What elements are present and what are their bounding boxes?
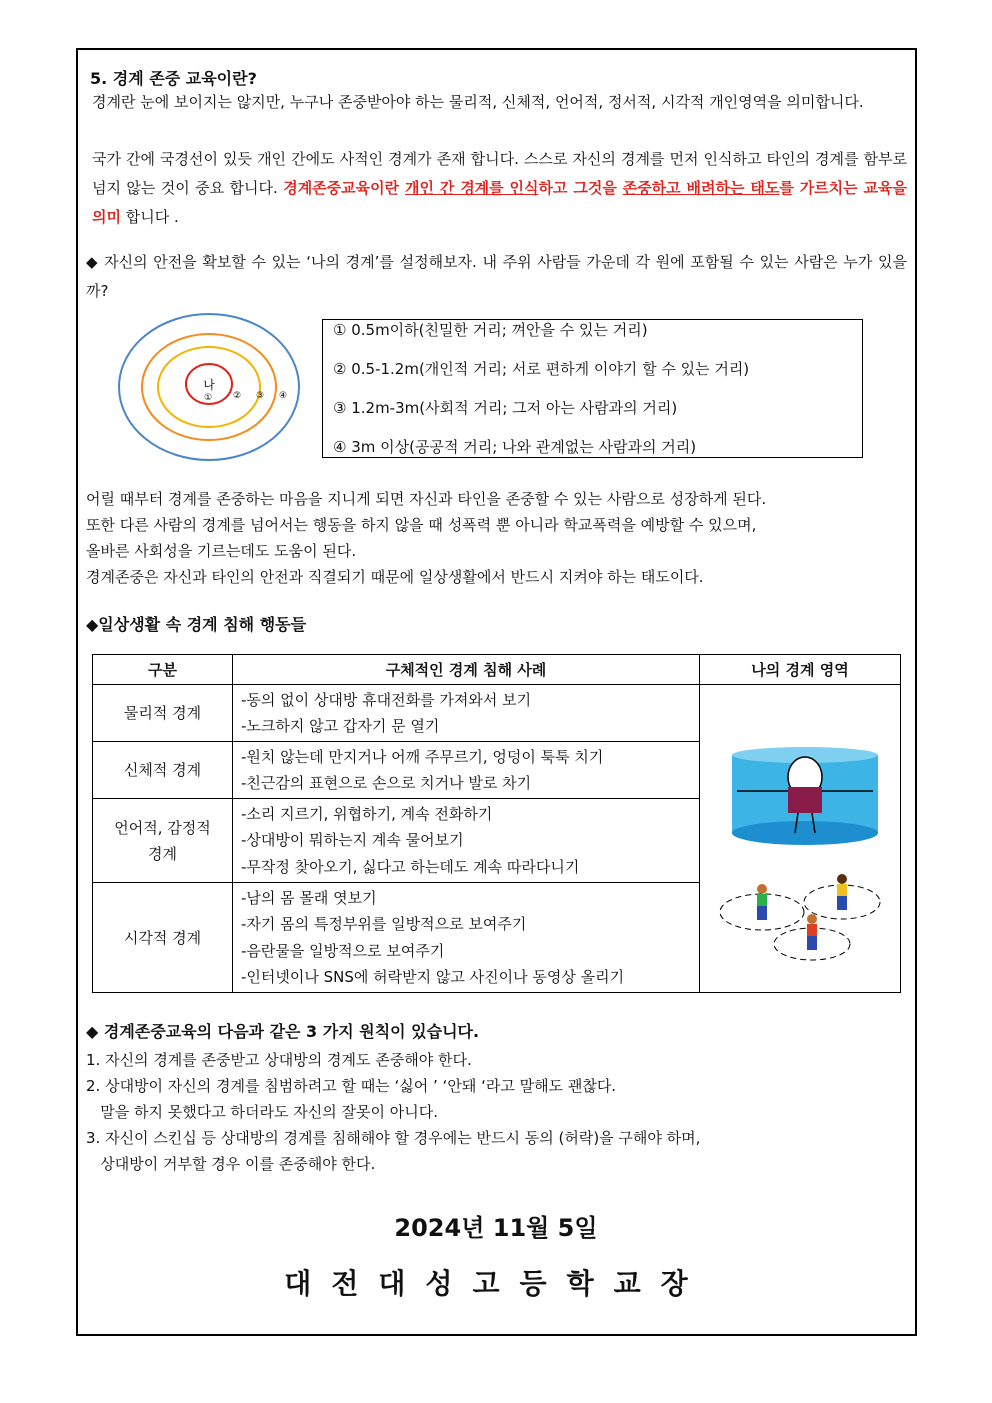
examples-cell — [233, 883, 700, 993]
table-header-row — [93, 655, 901, 685]
example-item: -동의 없이 상대방 휴대전화를 가져와서 보기 — [241, 690, 532, 709]
violations-table — [92, 654, 901, 993]
ring-label-2: ② — [232, 391, 242, 401]
header-my-area: 나의 경계 영역 — [700, 655, 901, 685]
section-title: 5. 경계 존중 교육이란? — [90, 69, 257, 88]
document-date: 2024년 11월 5일 — [394, 1214, 598, 1242]
paragraph-text: 국가 간에 국경선이 있듯 개인 간에도 사적인 경계가 존재 합니다. 스스로 자신의 경계를 먼저 인식하고 타인의 경계를 함부로 넘지 않는 것이 중요 합니다. — [92, 150, 907, 197]
growth-paragraph — [86, 486, 766, 590]
growth-line: 어릴 때부터 경계를 존중하는 마음을 지니게 되면 자신과 타인을 존중할 수 있는 사람으로 성장하게 된다. — [86, 490, 767, 508]
examples-cell — [233, 742, 700, 799]
my-boundary-illustration-cell — [700, 685, 901, 993]
three-people-illustration — [720, 874, 880, 960]
boundary-education-paragraph — [92, 145, 907, 232]
category-cell: 신체적 경계 — [93, 742, 233, 799]
legend-item: ④ 3m 이상(공공적 거리; 나와 관계없는 사람과의 거리) — [333, 438, 697, 456]
violations-title: ◆일상생활 속 경계 침해 행동들 — [86, 615, 307, 634]
ring-label-4: ④ — [278, 391, 288, 401]
boundary-circles-diagram — [115, 312, 305, 464]
category-cell: 시각적 경계 — [93, 883, 233, 993]
example-item: -무작정 찾아오기, 싫다고 하는데도 계속 따라다니기 — [241, 857, 580, 876]
boundary-intro: ◆ 자신의 안전을 확보할 수 있는 ‘나의 경계’를 설정해보자. 내 주위 사람들 가운데 각 원에 포함될 수 있는 사람은 누가 있을까? — [86, 253, 907, 300]
growth-line: 올바른 사회성을 기르는데도 도움이 된다. — [86, 542, 357, 560]
distance-legend — [322, 319, 863, 458]
highlight-text: 하고 그것을 — [538, 179, 623, 197]
center-label: 나 — [203, 378, 215, 392]
example-item: -소리 지르기, 위협하기, 계속 전화하기 — [241, 804, 493, 823]
highlight-underlined-text: 존중하고 배려하는 태도 — [622, 179, 780, 197]
growth-line: 경계존중은 자신과 타인의 안전과 직결되기 때문에 일상생활에서 반드시 지켜야 하는 태도이다. — [86, 568, 704, 586]
legend-item: ② 0.5-1.2m(개인적 거리; 서로 편하게 이야기 할 수 있는 거리) — [333, 360, 750, 378]
example-item: -친근감의 표현으로 손으로 치거나 발로 차기 — [241, 774, 532, 792]
growth-line: 또한 다른 사람의 경계를 넘어서는 행동을 하지 않을 때 성폭력 뿐 아니라 학교폭력을 예방할 수 있으며, — [86, 516, 757, 534]
example-item: -원치 않는데 만지거나 어깨 주무르기, 엉덩이 툭툭 치기 — [241, 747, 604, 766]
category-cell — [93, 799, 233, 883]
ring-label-3: ③ — [255, 391, 265, 401]
highlight-underlined-text: 개인 간 경계를 인식 — [405, 179, 539, 197]
example-item: -인터넷이나 SNS에 허락받지 않고 사진이나 동영상 올리기 — [241, 968, 625, 986]
example-item: -음란물을 일방적으로 보여주기 — [241, 941, 445, 960]
principle-line: 3. 자신이 스킨십 등 상대방의 경계를 침해해야 할 경우에는 반드시 동의 (허락)을 구해야 하며, — [86, 1129, 701, 1147]
definition-paragraph: 경계란 눈에 보이지는 않지만, 누구나 존중받아야 하는 물리적, 신체적, 언어적, 정서적, 시각적 개인영역을 의미합니다. — [92, 93, 864, 111]
principles-title: ◆ 경계존중교육의 다음과 같은 3 가지 원칙이 있습니다. — [86, 1022, 480, 1041]
principle-line: 1. 자신의 경계를 존중받고 상대방의 경계도 존중해야 한다. — [86, 1051, 472, 1069]
legend-item: ③ 1.2m-3m(사회적 거리; 그저 아는 사람과의 거리) — [333, 399, 678, 417]
paragraph-end-text: 합니다 . — [120, 208, 179, 226]
header-category: 구분 — [93, 655, 233, 685]
example-item: -남의 몸 몰래 엿보기 — [241, 888, 377, 907]
example-item: -상대방이 뭐하는지 계속 물어보기 — [241, 831, 464, 850]
legend-item: ① 0.5m이하(친밀한 거리; 껴안을 수 있는 거리) — [333, 321, 648, 339]
principal-signature: 대전대성고등학교장 — [284, 1267, 708, 1300]
principle-line: 상대방이 거부할 경우 이를 존중해야 한다. — [86, 1155, 376, 1173]
example-item: -노크하지 않고 갑자기 문 열기 — [241, 717, 440, 735]
header-examples: 구체적인 경계 침해 사례 — [233, 655, 700, 685]
examples-cell — [233, 685, 700, 742]
principle-line: 말을 하지 못했다고 하더라도 자신의 잘못이 아니다. — [86, 1103, 438, 1121]
table-row — [93, 685, 901, 742]
examples-cell — [233, 799, 700, 883]
principle-line: 2. 상대방이 자신의 경계를 침범하려고 할 때는 ‘싫어 ’ ‘안돼 ‘라고 말해도 괜찮다. — [86, 1077, 617, 1095]
highlight-text: 를 가르치는 교육을 의미 — [92, 179, 907, 226]
highlight-text: 경계존중교육이란 — [283, 179, 405, 197]
category-label: 언어적, 감정적 경계 — [114, 818, 211, 863]
principles-list — [86, 1047, 700, 1177]
category-cell: 물리적 경계 — [93, 685, 233, 742]
boundary-illustration — [702, 707, 898, 967]
example-item: -자기 몸의 특정부위를 일방적으로 보여주기 — [241, 915, 527, 933]
personal-space-illustration — [732, 747, 878, 845]
ring-label-1: ① — [203, 393, 213, 403]
